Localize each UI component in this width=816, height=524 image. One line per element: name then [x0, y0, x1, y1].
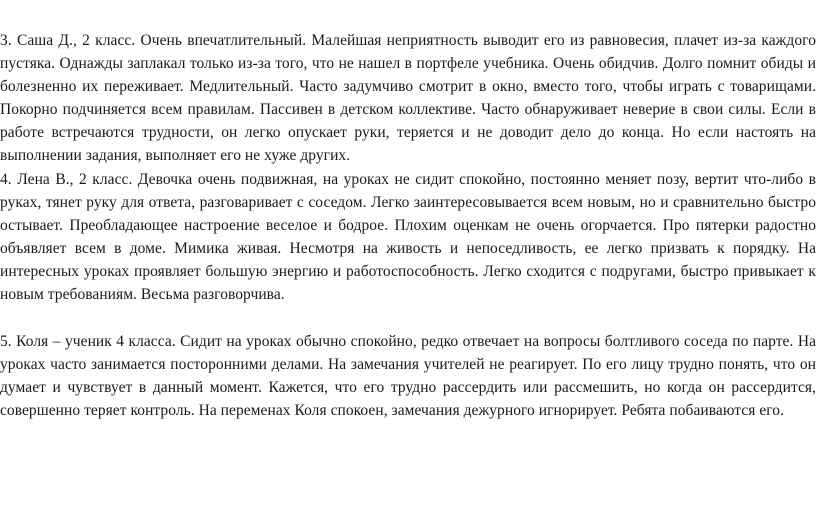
paragraph-lena: 4. Лена В., 2 класс. Девочка очень подвижная, на уроках не сидит спокойно, постоянно меняет позу, вертит что-либо в руках, тянет руку для ответа, разговаривает с соседом. Легко заинтересовывается всем новым, но и сравнительно быстро остывает. Преобладающее настроение веселое и бодрое. Плохим оценкам не очень огорчается. Про пятерки радостно объявляет всем в доме. Мимика живая. Несмотря на живость и непоседливость, ее легко призвать к порядку. На интересных уроках проявляет большую энергию и работоспособность. Легко сходится с подругами, быстро привыкает к новым требованиям. Весьма разговорчива. [0, 171, 816, 303]
paragraph-kolya: 5. Коля – ученик 4 класса. Сидит на уроках обычно спокойно, редко отвечает на вопросы болтливого соседа по парте. На уроках часто занимается посторонними делами. На замечания учителей не реагирует. По его лицу трудно понять, что он думает и чувствует в данный момент. Кажется, что его трудно рассердить или рассмешить, но когда он рассердится, совершенно теряет контроль. На переменах Коля спокоен, замечания дежурного игнорирует. Ребята побаиваются его. [0, 333, 816, 419]
paragraph-sasha: 3. Саша Д., 2 класс. Очень впечатлительный. Малейшая неприятность выводит его из равновесия, плачет из-за каждого пустяка. Однажды заплакал только из-за того, что не нашел в портфеле учебника. Очень обидчив. Долго помнит обиды и болезненно их переживает. Медлительный. Часто задумчиво смотрит в окно, вместо того, чтобы играть с товарищами. Покорно подчиняется всем правилам. Пассивен в детском коллективе. Часто обнаруживает неверие в свои силы. Если в работе встречаются трудности, он легко опускает руки, теряется и не доводит дело до конца. Но если настоять на выполнении задания, выполняет его не хуже других. [0, 32, 816, 164]
